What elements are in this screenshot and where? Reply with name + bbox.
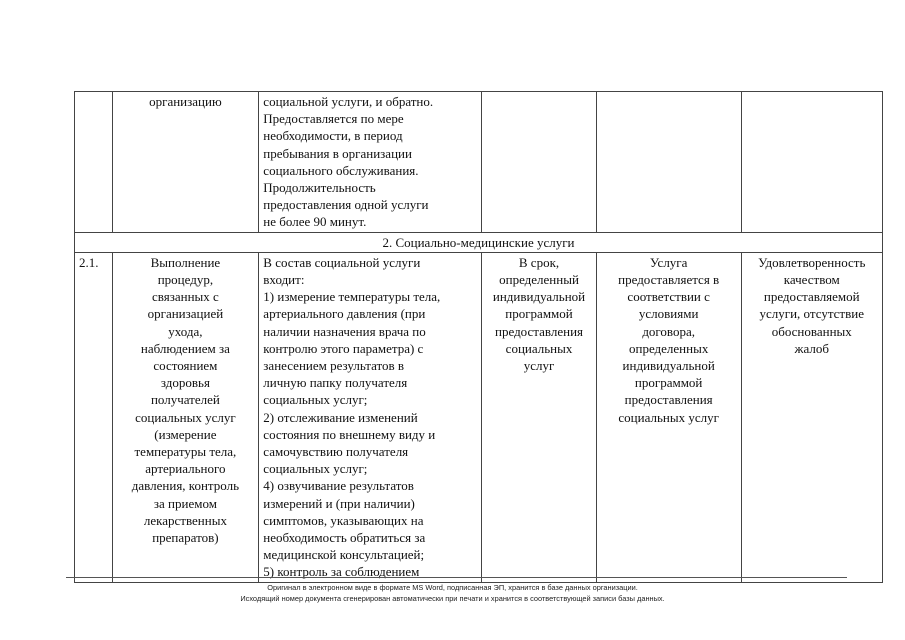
conditions-line: определенных: [628, 340, 709, 356]
deadline-cell: [482, 252, 597, 582]
content-line: не более 90 минут.: [263, 214, 367, 230]
conditions-cell: [596, 92, 741, 233]
content-line: необходимости, в период: [263, 128, 403, 144]
footer-divider: [66, 577, 847, 578]
quality-line: обоснованных: [771, 323, 852, 339]
service-name-line: организацией: [147, 306, 224, 322]
service-content-cell: [259, 252, 482, 582]
content-line: социальной услуги, и обратно.: [263, 94, 434, 109]
table-row: [75, 252, 883, 582]
table-row: [75, 92, 883, 233]
quality-line: услуги, отсутствие: [759, 306, 864, 322]
deadline-line: программой: [505, 306, 573, 322]
content-line: социальных услуг;: [263, 461, 368, 477]
service-name-line: организацию: [149, 94, 222, 109]
footer-storage-note: Оригинал в электронном виде в формате MS Word, подписанная ЭП, хранится в базе данных организации.: [267, 583, 638, 592]
service-name-line: связанных с: [152, 289, 219, 305]
content-line: Продолжительность: [263, 180, 376, 196]
content-line: 5) контроль за соблюдением: [263, 564, 420, 580]
service-name-line: состоянием: [153, 358, 218, 374]
content-line: наличии назначения врача по: [263, 323, 426, 339]
content-line: самочувствию получателя: [263, 444, 409, 460]
service-name-line: давления, контроль: [131, 478, 239, 494]
conditions-line: условиями: [638, 306, 699, 322]
conditions-line: предоставления: [624, 392, 713, 408]
service-name-line: социальных услуг: [135, 409, 236, 425]
content-line: личную папку получателя: [263, 375, 408, 391]
row-number-cell: [75, 92, 113, 233]
conditions-line: индивидуальной: [622, 358, 715, 374]
service-name-line: температуры тела,: [134, 444, 237, 460]
conditions-line: Услуга: [649, 254, 688, 270]
content-line: социального обслуживания.: [263, 162, 419, 178]
quality-line: предоставляемой: [763, 289, 860, 305]
deadline-cell: [482, 92, 597, 233]
service-name-line: процедур,: [157, 272, 214, 288]
quality-cell: [741, 252, 883, 582]
footer-number-note: Исходящий номер документа сгенерирован автоматически при печати и хранится в соответствующей записи базы данных.: [240, 594, 665, 603]
content-line: 2) отслеживание изменений: [263, 409, 418, 425]
service-name-line: (измерение: [154, 426, 217, 442]
content-line: контролю этого параметра) с: [263, 340, 424, 356]
service-name-line: ухода,: [168, 323, 203, 339]
content-line: 1) измерение температуры тела,: [263, 289, 441, 305]
content-line: Предоставляется по мере: [263, 111, 404, 127]
service-name-line: артериального: [145, 461, 226, 477]
conditions-line: договора,: [642, 323, 696, 339]
conditions-line: программой: [634, 375, 703, 391]
quality-line: качеством: [783, 272, 840, 288]
content-line: измерений и (при наличии): [263, 495, 415, 511]
quality-cell: [741, 92, 883, 233]
content-line: В состав социальной услуги: [263, 254, 421, 270]
deadline-line: предоставления: [495, 323, 584, 339]
deadline-line: услуг: [523, 358, 555, 374]
conditions-cell: [596, 252, 741, 582]
quality-line: Удовлетворенность: [758, 254, 866, 270]
content-line: состояния по внешнему виду и: [263, 426, 436, 442]
content-line: пребывания в организации: [263, 145, 412, 161]
content-line: артериального давления (при: [263, 306, 426, 322]
content-line: социальных услуг;: [263, 392, 368, 408]
section-heading: 2. Социально-медицинские услуги: [75, 232, 883, 252]
deadline-line: определенный: [499, 272, 579, 288]
service-content-cell: [259, 92, 482, 233]
service-name-line: здоровья: [160, 375, 210, 391]
content-line: симптомов, указывающих на: [263, 512, 424, 528]
quality-line: жалоб: [794, 340, 829, 356]
deadline-line: В срок,: [518, 254, 560, 270]
service-name-cell: [112, 252, 259, 582]
service-name-line: Выполнение: [150, 254, 221, 270]
service-name-line: получателей: [150, 392, 220, 408]
deadline-line: социальных: [505, 340, 573, 356]
content-line: занесением результатов в: [263, 358, 405, 374]
content-line: медицинской консультацией;: [263, 547, 425, 563]
conditions-line: социальных услуг: [618, 409, 719, 425]
deadline-line: индивидуальной: [492, 289, 586, 305]
content-line: входит:: [263, 272, 305, 288]
services-table: [74, 91, 883, 583]
service-name-line: наблюдением за: [140, 340, 230, 356]
service-name-line: препаратов): [152, 530, 219, 546]
conditions-line: соответствии с: [627, 289, 710, 305]
conditions-line: предоставляется в: [618, 272, 720, 288]
content-line: необходимость обратиться за: [263, 530, 426, 546]
content-line: предоставления одной услуги: [263, 197, 429, 213]
content-line: 4) озвучивание результатов: [263, 478, 414, 494]
service-name-line: за приемом: [153, 495, 217, 511]
row-number-cell: 2.1.: [75, 252, 113, 582]
service-name-line: лекарственных: [143, 512, 227, 528]
service-name-cell: [112, 92, 259, 233]
section-heading-row: [75, 232, 883, 252]
